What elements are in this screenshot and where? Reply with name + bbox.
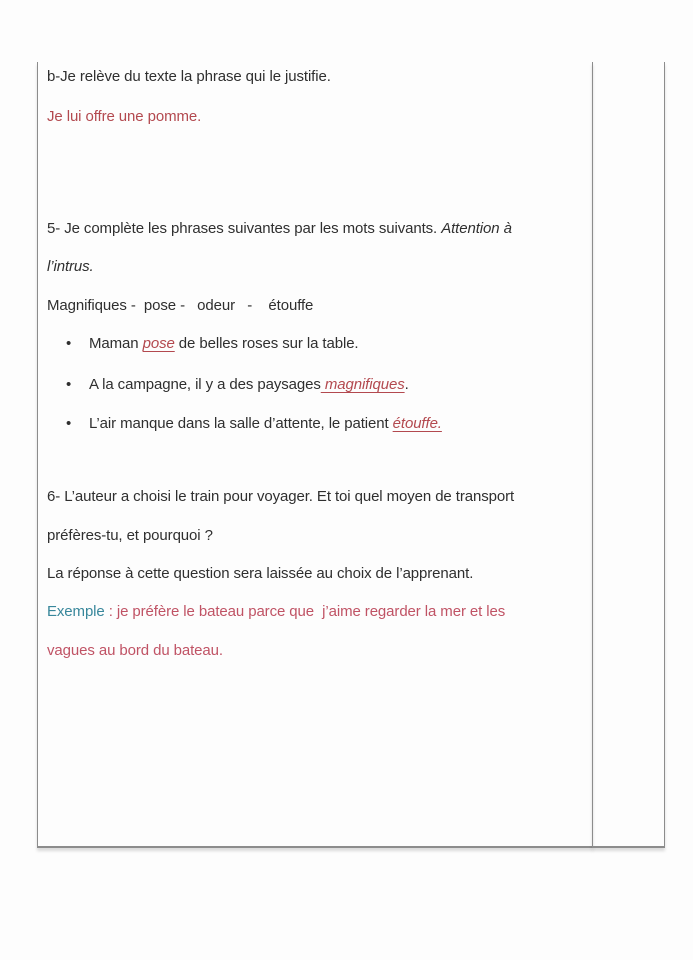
section5-intro (47, 220, 512, 239)
section6-note: La réponse à cette question sera laissée au choix de l’apprenant. (47, 565, 474, 582)
bullet-3-answer-word: étouffe. (392, 415, 442, 432)
bullet-2-pre: A la campagne, il y a des paysages (89, 376, 321, 393)
bullet-2-post: . (404, 376, 409, 393)
section6-question-line1: 6- L’auteur a choisi le train pour voyager. Et toi quel moyen de transport (47, 488, 515, 505)
bullet-dot: • (66, 415, 72, 432)
bullet-2-answer-word: magnifiques (320, 376, 405, 393)
table-main-cell (37, 62, 593, 848)
bullet-1-post: de belles roses sur la table. (174, 335, 359, 352)
table-side-cell (592, 62, 665, 848)
section5-bullet-3 (47, 415, 442, 434)
section6-example-line2: vagues au bord du bateau. (47, 642, 223, 659)
example-label: Exemple (47, 603, 105, 620)
section5-intro-normal: 5- Je complète les phrases suivantes par les mots suivants. (47, 220, 442, 237)
question-b-answer: Je lui offre une pomme. (47, 108, 202, 125)
section5-intro-italic: Attention à (441, 220, 512, 237)
bullet-1-answer-word: pose (142, 335, 175, 352)
section5-bullet-2 (47, 376, 409, 395)
bullet-1-pre: Maman (89, 335, 143, 352)
question-b-prompt: b-Je relève du texte la phrase qui le justifie. (47, 68, 331, 85)
section6-example-line1 (47, 603, 505, 622)
bullet-dot: • (66, 335, 72, 352)
section5-word-bank: Magnifiques - pose - odeur - étouffe (47, 297, 314, 314)
section5-intro-line2: l’intrus. (47, 258, 94, 275)
section6-question-line2: préfères-tu, et pourquoi ? (47, 527, 213, 544)
section5-bullet-1 (47, 335, 359, 354)
example-text-line1: : je préfère le bateau parce que j’aime regarder la mer et les (104, 603, 506, 620)
bullet-3-pre: L’air manque dans la salle d’attente, le patient (89, 415, 393, 432)
bullet-dot: • (66, 376, 72, 393)
